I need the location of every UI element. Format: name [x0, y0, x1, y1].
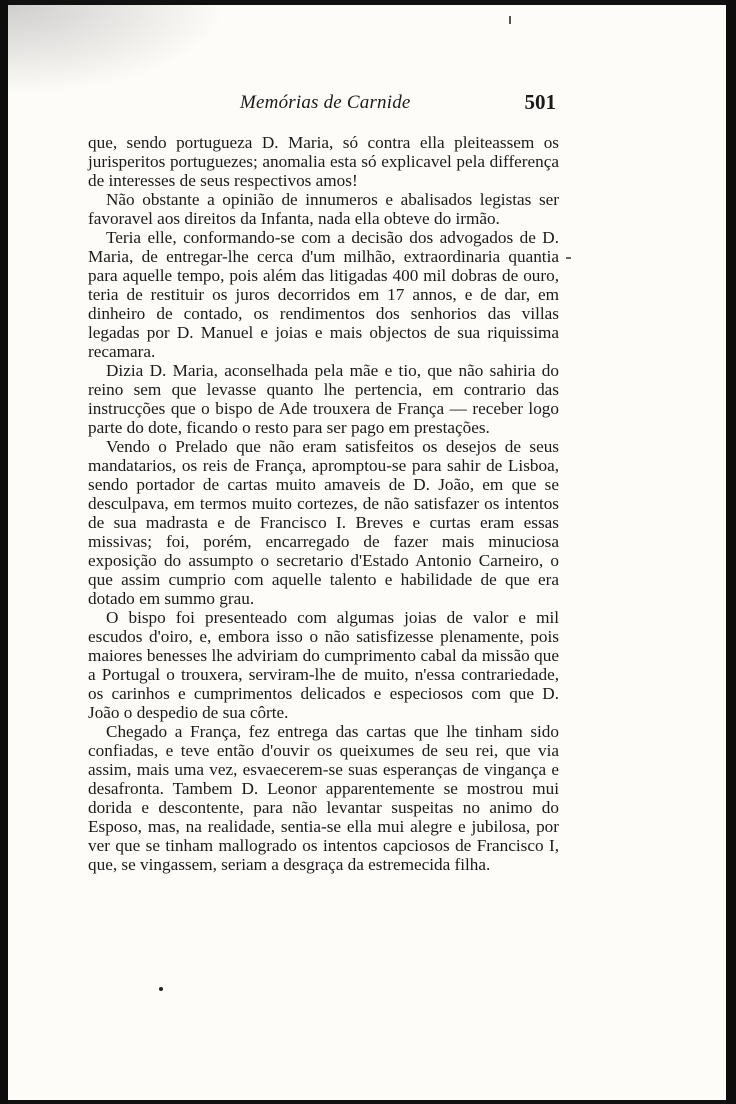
paragraph: Teria elle, conformando-se com a decisão dos advogados de D. Maria, de entregar-lhe cerca d'um milhão, extraordinaria quantia para aquelle tempo, pois além das litigadas 400 mil dobras de ouro, teria de restituir os juros decorridos em 17 annos, e de dar, em dinheiro de contado, os rendimentos dos senhorios das villas legadas por D. Manuel e joias e mais objectos de sua riquissima recamara. — [88, 228, 559, 361]
paragraph: Chegado a França, fez entrega das cartas que lhe tinham sido confiadas, e teve então d'ouvir os queixumes de seu rei, que via assim, mais uma vez, esvaecerem-se suas esperanças de vingança e desafronta. Tambem D. Leonor apparentemente se mostrou mui dorida e descontente, para não levantar suspeitas no animo do Esposo, mas, na realidade, sentia-se ella mui alegre e jubilosa, por ver que se tinham mallogrado os intentos capciosos de Francisco I, que, se vingassem, seriam a desgraça da estremecida filha. — [88, 722, 559, 874]
paragraph: que, sendo portugueza D. Maria, só contra ella pleiteassem os jurisperitos portuguezes; anomalia esta só explicavel pela differença de interesses de seus respectivos amos! — [88, 133, 559, 190]
page-number: 501 — [524, 90, 556, 114]
paragraph: Vendo o Prelado que não eram satisfeitos os desejos de seus mandatarios, os reis de França, apromptou-se para sahir de Lisboa, sendo portador de cartas muito amaveis de D. João, em que se desculpava, em termos muito cortezes, de não satisfazer os intentos de sua madrasta e de Francisco I. Breves e curtas eram essas missivas; foi, porém, encarregado de fazer mais minuciosa exposição do assumpto o secretario d'Estado Antonio Carneiro, o que assim cumprio com aquelle talento e habilidade de que era dotado em summo grau. — [88, 437, 559, 608]
margin-mark — [566, 257, 571, 259]
running-title: Memórias de Carnide — [240, 92, 411, 113]
scan-border-left — [0, 0, 8, 1104]
paragraph: O bispo foi presenteado com algumas joias de valor e mil escudos d'oiro, e, embora isso o não satisfizesse plenamente, pois maiores benesses lhe adviriam do cumprimento cabal da missão que a Portugal o trouxera, serviram-lhe de muito, n'essa contrariedade, os carinhos e cumprimentos delicados e especiosos com que D. João o despedio de sua côrte. — [88, 608, 559, 722]
scan-border-bottom — [0, 1100, 736, 1104]
scan-artifact-mark — [509, 16, 511, 24]
scan-shadow — [8, 5, 228, 95]
page-header — [88, 86, 558, 120]
body-text — [88, 133, 559, 874]
paragraph: Não obstante a opinião de innumeros e abalisados legistas ser favoravel aos direitos da Infanta, nada ella obteve do irmão. — [88, 190, 559, 228]
paragraph: Dizia D. Maria, aconselhada pela mãe e tio, que não sahiria do reino sem que levasse quanto lhe pertencia, em contrario das instrucções que o bispo de Ade trouxera de França — receber logo parte do dote, ficando o resto para ser pago em prestações. — [88, 361, 559, 437]
scan-border-right — [726, 0, 736, 1104]
ink-dot — [159, 987, 163, 991]
